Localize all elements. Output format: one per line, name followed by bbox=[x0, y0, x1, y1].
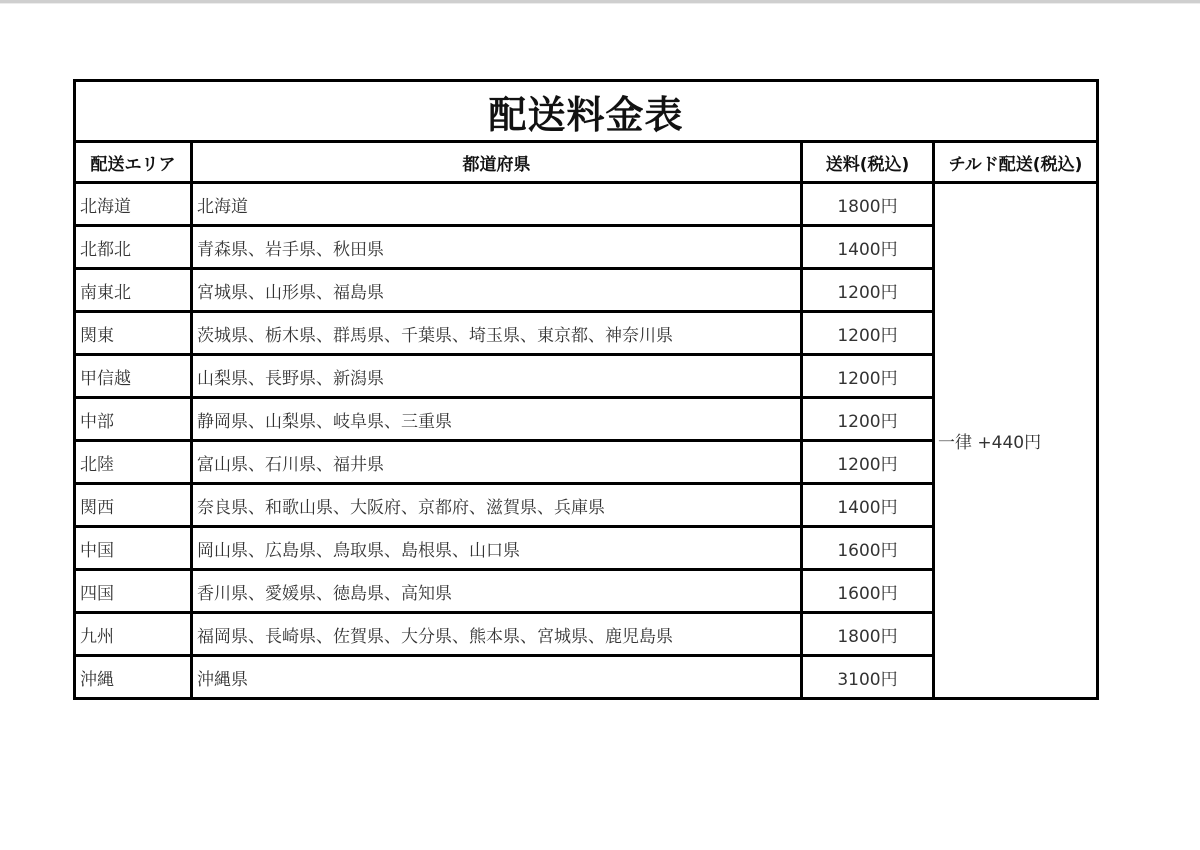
shipping-fee: 1800円 bbox=[802, 613, 934, 656]
prefecture-list: 北海道 bbox=[192, 183, 802, 226]
prefecture-list: 富山県、石川県、福井県 bbox=[192, 441, 802, 484]
area-name: 南東北 bbox=[75, 269, 192, 312]
shipping-fee: 1600円 bbox=[802, 570, 934, 613]
page-title: 配送料金表 bbox=[75, 81, 1098, 142]
area-name: 関西 bbox=[75, 484, 192, 527]
shipping-fee-table bbox=[73, 79, 1099, 700]
shipping-fee: 1800円 bbox=[802, 183, 934, 226]
shipping-fee: 1600円 bbox=[802, 527, 934, 570]
shipping-fee: 1200円 bbox=[802, 312, 934, 355]
area-name: 北海道 bbox=[75, 183, 192, 226]
header-chilled: チルド配送(税込) bbox=[934, 142, 1098, 183]
shipping-fee: 1400円 bbox=[802, 226, 934, 269]
shipping-fee: 1200円 bbox=[802, 441, 934, 484]
prefecture-list: 宮城県、山形県、福島県 bbox=[192, 269, 802, 312]
chilled-surcharge bbox=[934, 183, 1098, 699]
prefecture-list: 茨城県、栃木県、群馬県、千葉県、埼玉県、東京都、神奈川県 bbox=[192, 312, 802, 355]
area-name: 中国 bbox=[75, 527, 192, 570]
area-name: 北都北 bbox=[75, 226, 192, 269]
area-name: 沖縄 bbox=[75, 656, 192, 699]
shipping-fee: 1200円 bbox=[802, 355, 934, 398]
prefecture-list: 山梨県、長野県、新潟県 bbox=[192, 355, 802, 398]
header-area: 配送エリア bbox=[75, 142, 192, 183]
header-fee: 送料(税込) bbox=[802, 142, 934, 183]
chilled-surcharge-text: 一律 +440円 bbox=[938, 433, 1042, 453]
table-row bbox=[75, 183, 1098, 226]
area-name: 甲信越 bbox=[75, 355, 192, 398]
area-name: 北陸 bbox=[75, 441, 192, 484]
prefecture-list: 沖縄県 bbox=[192, 656, 802, 699]
prefecture-list: 福岡県、長崎県、佐賀県、大分県、熊本県、宮城県、鹿児島県 bbox=[192, 613, 802, 656]
header-prefectures: 都道府県 bbox=[192, 142, 802, 183]
shipping-fee: 3100円 bbox=[802, 656, 934, 699]
prefecture-list: 静岡県、山梨県、岐阜県、三重県 bbox=[192, 398, 802, 441]
area-name: 九州 bbox=[75, 613, 192, 656]
prefecture-list: 岡山県、広島県、鳥取県、島根県、山口県 bbox=[192, 527, 802, 570]
top-divider bbox=[0, 0, 1200, 4]
title-row bbox=[75, 81, 1098, 142]
prefecture-list: 奈良県、和歌山県、大阪府、京都府、滋賀県、兵庫県 bbox=[192, 484, 802, 527]
prefecture-list: 香川県、愛媛県、徳島県、高知県 bbox=[192, 570, 802, 613]
shipping-fee: 1400円 bbox=[802, 484, 934, 527]
shipping-fee: 1200円 bbox=[802, 269, 934, 312]
area-name: 四国 bbox=[75, 570, 192, 613]
shipping-fee: 1200円 bbox=[802, 398, 934, 441]
header-row bbox=[75, 142, 1098, 183]
prefecture-list: 青森県、岩手県、秋田県 bbox=[192, 226, 802, 269]
area-name: 関東 bbox=[75, 312, 192, 355]
area-name: 中部 bbox=[75, 398, 192, 441]
